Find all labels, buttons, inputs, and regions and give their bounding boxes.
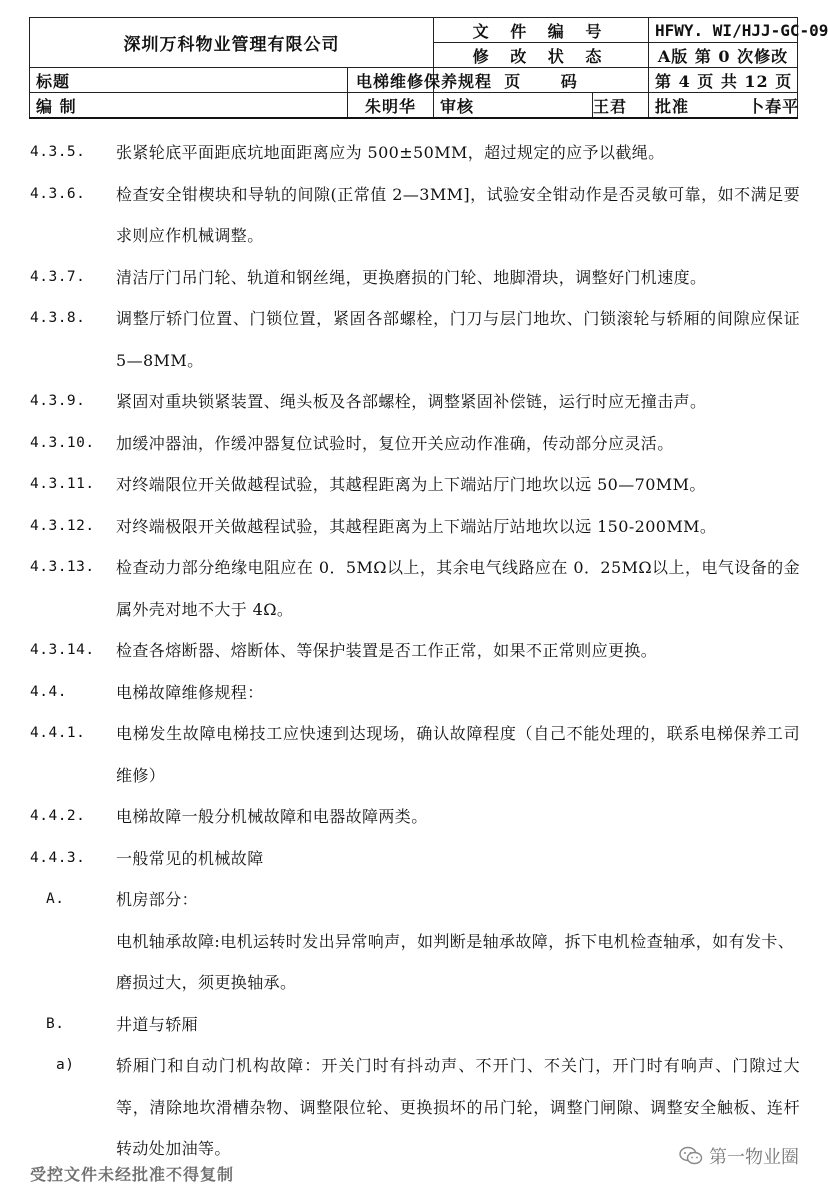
clause-text: 一般常见的机械故障 (116, 848, 264, 868)
clause-number: 4.4.2. (30, 808, 86, 824)
clause-number: 4.3.12. (30, 517, 95, 534)
clause-text: 对终端极限开关做越程试验，其越程距离为上下端站厅站地坎以远 150-200MM。 (116, 516, 717, 536)
clause-4-3-11 (30, 464, 800, 506)
reviewer-label: 审核 (434, 93, 593, 119)
reviewer-value: 王君 (593, 93, 649, 119)
section-number: B. (46, 1015, 65, 1032)
section-number: A. (46, 891, 65, 907)
document-body (30, 132, 800, 1170)
section-a (30, 879, 800, 921)
clause-4-4-3 (30, 838, 800, 880)
clause-4-4-1 (30, 713, 800, 796)
clause-number: 4.4.1. (30, 725, 86, 741)
clause-number: 4.3.11. (30, 476, 95, 492)
clause-text: 电梯故障维修规程： (116, 682, 264, 702)
clause-4-3-9 (30, 381, 800, 423)
clause-number: 4.3.7. (30, 268, 86, 285)
clause-text: 电梯故障一般分机械故障和电器故障两类。 (116, 807, 428, 826)
section-title: 机房部分： (116, 890, 199, 909)
clause-number: 4.3.5. (30, 144, 86, 160)
clause-number: 4.3.10. (30, 434, 95, 451)
author-label: 编 制 (30, 93, 348, 119)
clause-4-3-13 (30, 547, 800, 630)
item-text: 轿厢门和自动门机构故障：开关门时有抖动声、不开门、不关门，开门时有响声、门隙过大等，清除地坎滑槽杂物、调整限位轮、更换损坏的吊门轮，调整门闸隙、调整安全触板、连杆转动处加油等。 (116, 1056, 800, 1158)
approver-label: 批准 (655, 96, 690, 116)
clause-text: 检查各熔断器、熔断体、等保护装置是否工作正常，如果不正常则应更换。 (116, 641, 658, 660)
wechat-icon (679, 1146, 703, 1166)
controlled-document-notice: 受控文件未经批准不得复制 (30, 1165, 235, 1184)
clause-text: 张紧轮底平面距底坑地面距离应为 500±50MM，超过规定的应予以截绳。 (116, 143, 665, 162)
section-b (30, 1004, 800, 1046)
clause-4-3-14 (30, 630, 800, 672)
clause-4-3-10 (30, 423, 800, 465)
clause-4-4 (30, 672, 800, 714)
clause-text: 清洁厅门吊门轮、轨道和钢丝绳，更换磨损的门轮、地脚滑块，调整好门机速度。 (116, 267, 707, 287)
watermark-text: 第一物业圈 (709, 1147, 799, 1168)
section-title: 井道与轿厢 (116, 1014, 199, 1034)
approver-value: 卜春平 (748, 96, 800, 116)
approver-cell (649, 93, 798, 119)
title-value: 电梯维修保养规程 (348, 68, 434, 93)
revision-value: A版 第 0 次修改 (649, 43, 798, 68)
clause-number: 4.3.8. (30, 310, 86, 326)
clause-4-3-7 (30, 257, 800, 299)
item-number: a) (56, 1057, 75, 1073)
clause-number: 4.3.9. (30, 393, 86, 409)
clause-4-3-6 (30, 174, 800, 257)
clause-text: 调整厅轿门位置、门锁位置，紧固各部螺栓，门刀与层门地坎、门锁滚轮与轿厢的间隙应保证 5—8MM。 (116, 309, 800, 370)
author-value: 朱明华 (348, 93, 434, 119)
doc-number-label: 文 件 编 号 (434, 18, 649, 43)
document-header-table (29, 17, 828, 119)
clause-number: 4.4. (30, 683, 67, 700)
section-a-body: 电机轴承故障:电机运转时发出异常响声，如判断是轴承故障，拆下电机检查轴承，如有发卡、磨损过大，须更换轴承。 (116, 931, 795, 992)
title-label: 标题 (30, 68, 348, 93)
clause-text: 电梯发生故障电梯技工应快速到达现场，确认故障程度（自己不能处理的，联系电梯保养工司维修） (116, 724, 800, 785)
clause-text: 加缓冲器油，作缓冲器复位试验时，复位开关应动作准确，传动部分应灵活。 (116, 433, 674, 453)
page-label: 页 码 (434, 68, 649, 93)
source-watermark (679, 1143, 799, 1169)
clause-text: 紧固对重块锁紧装置、绳头板及各部螺栓，调整紧固补偿链，运行时应无撞击声。 (116, 392, 707, 411)
clause-text: 检查动力部分绝缘电阻应在 0．5MΩ以上，其余电气线路应在 0．25MΩ以上，电气设备的金属外壳对地不大于 4Ω。 (116, 558, 800, 619)
clause-4-3-5 (30, 132, 800, 174)
clause-number: 4.4.3. (30, 849, 86, 866)
clause-number: 4.3.14. (30, 642, 95, 658)
clause-number: 4.3.6. (30, 185, 86, 202)
doc-number-value: HFWY. WI/HJJ-GC-09 (649, 18, 798, 43)
clause-4-3-8 (30, 298, 800, 381)
revision-label: 修 改 状 态 (434, 43, 649, 68)
company-name: 深圳万科物业管理有限公司 (30, 18, 434, 68)
clause-text: 检查安全钳楔块和导轨的间隙(正常值 2—3MM]，试验安全钳动作是否灵敏可靠，如不满足要求则应作机械调整。 (116, 184, 800, 245)
clause-4-3-12 (30, 506, 800, 548)
clause-number: 4.3.13. (30, 559, 95, 575)
clause-4-4-2 (30, 796, 800, 838)
page-value: 第 4 页 共 12 页 (649, 68, 798, 93)
clause-text: 对终端限位开关做越程试验，其越程距离为上下端站厅门地坎以远 50—70MM。 (116, 475, 706, 494)
